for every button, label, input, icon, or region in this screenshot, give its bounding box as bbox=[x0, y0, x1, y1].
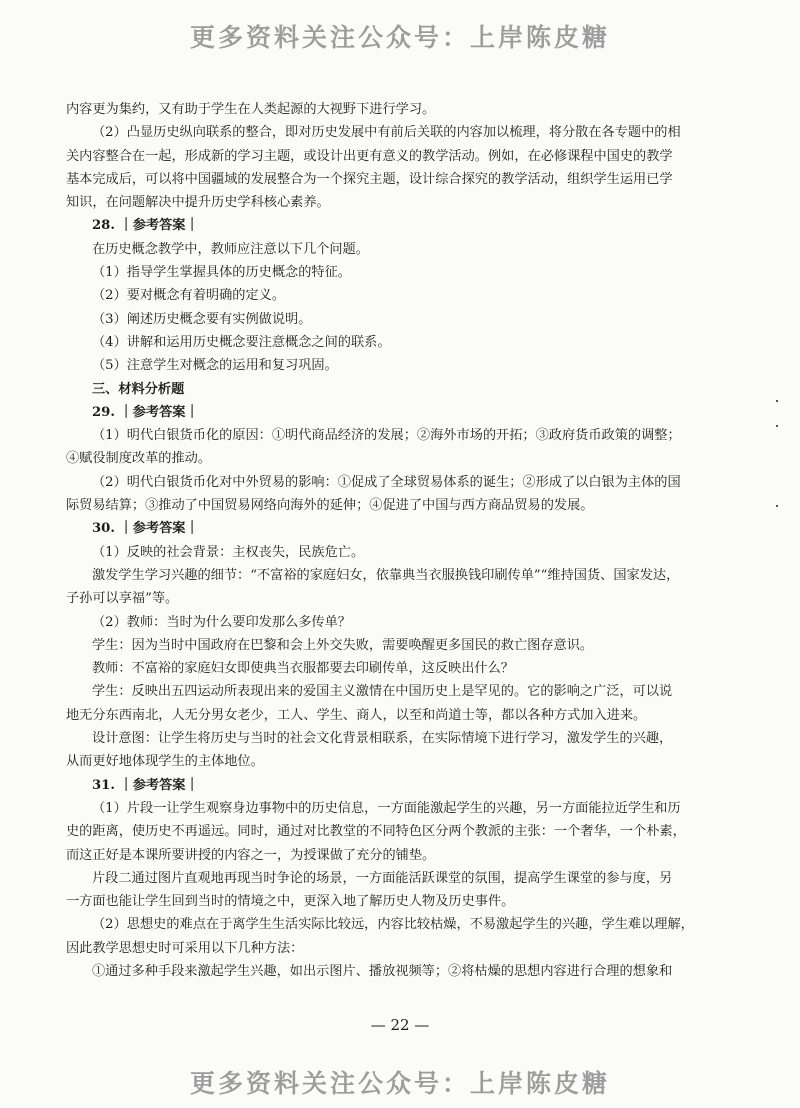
scan-speck bbox=[776, 425, 778, 427]
question-29-heading: 29. ｜参考答案｜ bbox=[92, 404, 199, 420]
page-number: — 22 — bbox=[370, 1016, 430, 1034]
text-line: 因此教学思想史时可采用以下几种方法： bbox=[66, 940, 304, 956]
text-line: （1）指导学生掌握具体的历史概念的特征。 bbox=[92, 265, 351, 281]
text-line: （2）要对概念有着明确的定义。 bbox=[92, 288, 286, 304]
question-28-heading: 28. ｜参考答案｜ bbox=[92, 218, 199, 234]
text-line: （2）教师：当时为什么要印发那么多传单？ bbox=[92, 614, 351, 630]
text-line: 教师：不富裕的家庭妇女即使典当衣服都要去印刷传单，这反映出什么？ bbox=[92, 661, 514, 677]
watermark-top: 更多资料关注公众号：上岸陈皮糖 bbox=[189, 23, 610, 52]
question-30-heading: 30. ｜参考答案｜ bbox=[92, 521, 199, 537]
text-line: （3）阐述历史概念要有实例做说明。 bbox=[92, 311, 312, 327]
text-line: 内容更为集约，又有助于学生在人类起源的大视野下进行学习。 bbox=[66, 102, 436, 117]
text-line: 片段二通过图片直观地再现当时争论的场景，一方面能活跃课堂的氛围，提高学生课堂的参与度，另 bbox=[92, 870, 673, 886]
scan-speck bbox=[776, 505, 778, 507]
text-line: （2）明代白银货币化对中外贸易的影响：①促成了全球贸易体系的诞生；②形成了以白银为主体的国 bbox=[92, 474, 681, 490]
watermark-bottom: 更多资料关注公众号：上岸陈皮糖 bbox=[189, 1069, 610, 1098]
text-line: 激发学生学习兴趣的细节：“不富裕的家庭妇女，依靠典当衣服换钱印刷传单”“维持国货、国家发达， bbox=[92, 567, 680, 583]
text-line: 学生：因为当时中国政府在巴黎和会上外交失败，需要唤醒更多国民的救亡图存意识。 bbox=[92, 637, 594, 653]
text-line: 知识，在问题解决中提升历史学科核心素养。 bbox=[66, 195, 330, 211]
text-line: ①通过多种手段来激起学生兴趣，如出示图片、播放视频等；②将枯燥的思想内容进行合理的想象和 bbox=[92, 963, 673, 979]
text-line: （5）注意学生对概念的运用和复习巩固。 bbox=[92, 358, 338, 374]
text-line: （2）凸显历史纵向联系的整合，即对历史发展中有前后关联的内容加以梳理，将分散在各专题中的相 bbox=[92, 125, 681, 141]
text-line: 学生：反映出五四运动所表现出来的爱国主义激情在中国历史上是罕见的。它的影响之广泛，可以说 bbox=[92, 684, 673, 700]
text-line: 设计意图：让学生将历史与当时的社会文化背景相联系，在实际情境下进行学习，激发学生的兴趣， bbox=[92, 731, 673, 747]
text-line: 史的距离，使历史不再遥远。同时，通过对比教堂的不同特色区分两个教派的主张：一个奢华，一个朴素， bbox=[66, 824, 686, 840]
text-line: 基本完成后，可以将中国疆域的发展整合为一个探究主题，设计综合探究的教学活动，组织学生运用已学 bbox=[66, 171, 673, 187]
section-heading-material-analysis: 三、材料分析题 bbox=[92, 381, 185, 397]
text-line: 从而更好地体现学生的主体地位。 bbox=[66, 754, 264, 770]
text-line: （1）明代白银货币化的原因：①明代商品经济的发展；②海外市场的开拓；③政府货币政策的调整； bbox=[92, 428, 681, 444]
text-line: 子孙可以享福”等。 bbox=[66, 591, 179, 607]
text-line: 在历史概念教学中，教师应注意以下几个问题。 bbox=[92, 241, 369, 257]
scan-speck bbox=[776, 400, 778, 402]
question-31-heading: 31. ｜参考答案｜ bbox=[92, 777, 199, 793]
text-line: （1）反映的社会背景：主权丧失，民族危亡。 bbox=[92, 544, 365, 560]
text-line: 关内容整合在一起，形成新的学习主题，或设计出更有意义的教学活动。例如，在必修课程中国史的教学 bbox=[66, 148, 673, 164]
answer-text-body bbox=[66, 98, 738, 983]
text-line: 地无分东西南北，人无分男女老少，工人、学生、商人，以至和尚道士等，都以各种方式加入进来。 bbox=[66, 707, 647, 723]
text-line: （4）讲解和运用历史概念要注意概念之间的联系。 bbox=[92, 334, 391, 350]
text-line: ④赋役制度改革的推动。 bbox=[66, 451, 212, 467]
text-line: （2）思想史的难点在于离学生生活实际比较远，内容比较枯燥，不易激起学生的兴趣，学生难以理解， bbox=[92, 917, 694, 933]
text-line: 际贸易结算；③推动了中国贸易网络向海外的延伸；④促进了中国与西方商品贸易的发展。 bbox=[66, 498, 594, 514]
text-line: 而这正好是本课所要讲授的内容之一，为授课做了充分的铺垫。 bbox=[66, 847, 436, 863]
text-line: （1）片段一让学生观察身边事物中的历史信息，一方面能激起学生的兴趣，另一方面能拉近学生和历 bbox=[92, 800, 681, 816]
text-line: 一方面也能让学生回到当时的情境之中，更深入地了解历史人物及历史事件。 bbox=[66, 894, 515, 910]
